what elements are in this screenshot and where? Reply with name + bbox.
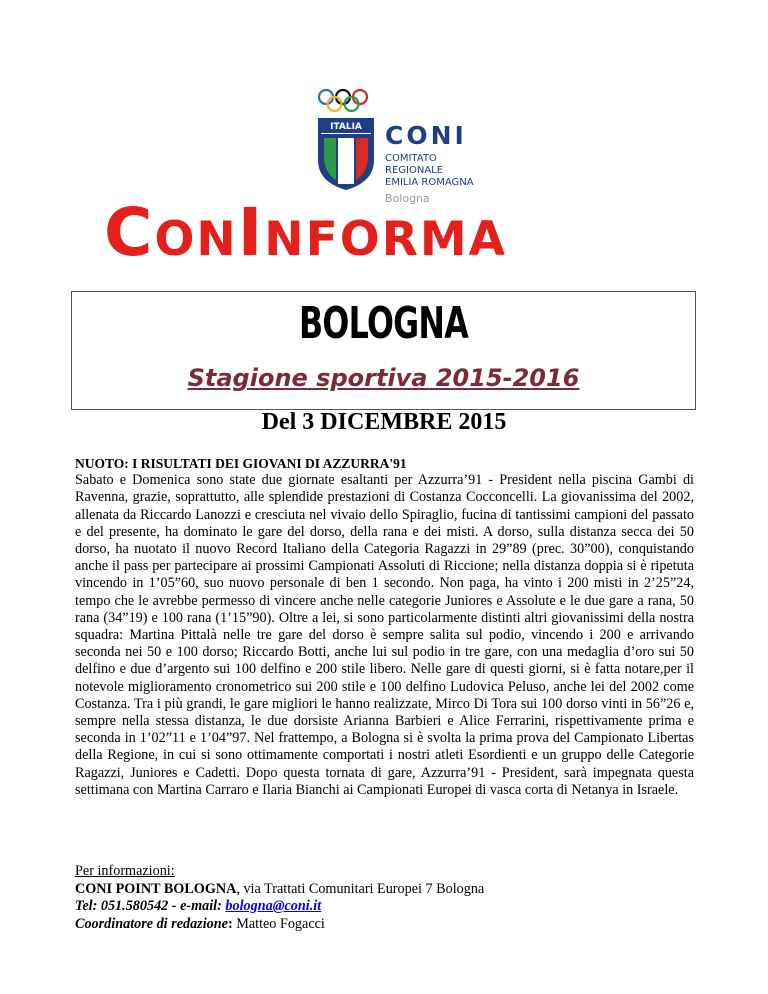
info-label: Per informazioni: bbox=[75, 863, 175, 879]
contact-footer bbox=[75, 863, 694, 933]
header-box bbox=[71, 291, 696, 410]
article-title: NUOTO: I RISULTATI DEI GIOVANI DI AZZURRA'91 bbox=[75, 456, 407, 471]
coni-logo bbox=[310, 88, 510, 205]
email-link[interactable]: bologna@coni.it bbox=[225, 898, 322, 914]
svg-text:ITALIA: ITALIA bbox=[330, 122, 362, 132]
issue-date: Del 3 DICEMBRE 2015 bbox=[261, 409, 507, 435]
season-title: Stagione sportiva 2015-2016 bbox=[187, 364, 580, 392]
article bbox=[75, 455, 694, 799]
olympic-rings-icon bbox=[316, 88, 380, 114]
coni-city: Bologna bbox=[385, 192, 430, 205]
city-title: BOLOGNA bbox=[298, 298, 469, 349]
masthead-title: CONINFORMA bbox=[104, 194, 508, 271]
contact-line: Tel: 051.580542 - e-mail: bologna@coni.it bbox=[75, 898, 322, 914]
address-line: CONI POINT BOLOGNA, via Trattati Comunitari Europei 7 Bologna bbox=[75, 880, 485, 897]
coni-wordmark: CONI bbox=[385, 121, 467, 150]
editor-line: Coordinatore di redazione: Matteo Fogacci bbox=[75, 915, 325, 932]
article-body: Sabato e Domenica sono state due giornate esaltanti per Azzurra’91 - President nella piscina Gambi di Ravenna, grazie, soprattutto, alle splendide prestazioni di Costanza Cocconcelli. La giovanissima del 2002, allenata da Riccardo Lanozzi e cresciuta nel vivaio dello Spiraglio, fucina di tantissimi campioni del passato e del presente, ha dominato le gare del dorso, della rana e dei misti. A dorso, sulla distanza secca dei 50 dorso, ha nuotato il nuovo Record Italiano della Categoria Ragazzi in 29”89 (prec. 30”00), conquistando anche il pass per partecipare ai prossimi Campionati Assoluti di Riccione; nella distanza doppia si è ripetuta vincendo in 1’05”60, suo nuovo personale di ben 1 secondo. Non paga, ha vinto i 200 misti in 2’25”24, tempo che le avrebbe permesso di vincere anche nelle categorie Juniores e Assolute e le due gare a rana, 50 rana (34”19) e 100 rana (1’15”90). Oltre a lei, si sono particolarmente distinti altri giovanissimi della nostra squadra: Martina Pittalà nelle tre gare del dorso è sempre salita sul podio, vincendo i 200 e arrivando seconda nei 50 e 100 dorso; Riccardo Botti, anche lui sul podio in tre gare, con una medaglia d’oro sui 50 delfino e due d’argento sui 100 delfino e 200 stile libero. Nelle gare di questi giorni, si è fatta notare,per il notevole miglioramento cronometrico sui 200 stile e 100 delfino Ludovica Peluso, anche lei del 2002 come Costanza. Tra i più grandi, le gare migliori le hanno realizzate, Mirco Di Tora sui 100 dorso vinti in 56”26 e, sempre nella stessa distanza, le due dorsiste Arianna Barbieri e Alice Ferrarini, rispettivamente prima e seconda in 1’02”11 e 1’04”97. Nel frattempo, a Bologna si è svolta la prima prova del Campionato Libertas della Regione, in cui si sono ottimamente comportati i nostri atleti Esordienti e un gruppo delle Categorie Ragazzi, Juniores e Cadetti. Dopo questa tornata di gare, Azzurra’91 - President, sarà impegnata questa settimana con Martina Carraro e Ilaria Bianchi ai Campionati Europei di vasca corta di Netanya in Israele. bbox=[75, 472, 694, 798]
italia-shield-icon bbox=[316, 116, 376, 192]
coni-subtitle: COMITATO REGIONALE EMILIA ROMAGNA bbox=[385, 153, 474, 188]
